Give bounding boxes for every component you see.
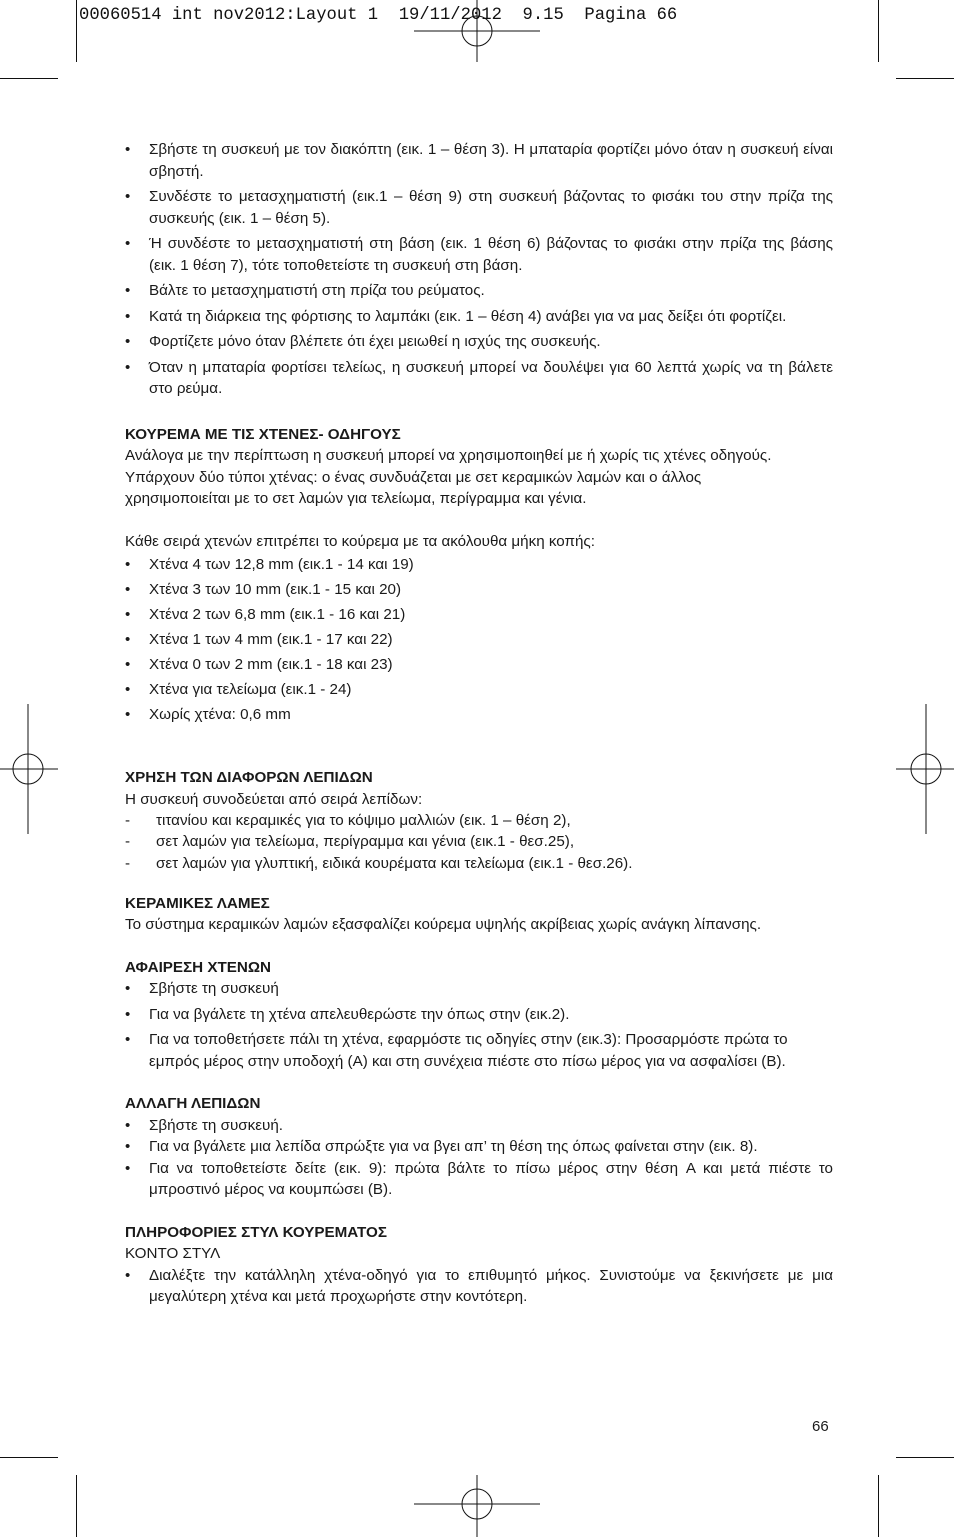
section-heading-ceramic: ΚΕΡΑΜΙΚΕΣ ΛΑΜΕΣ <box>125 894 270 912</box>
change-blades-list <box>125 1115 833 1201</box>
list-item: • Χτένα 4 των 12,8 mm (εικ.1 - 14 και 19) <box>125 552 833 577</box>
remove-combs-list <box>125 978 833 1072</box>
combs-text: Ανάλογα με την περίπτωση η συσκευή μπορεί να χρησιμοποιηθεί με ή χωρίς τις χτένες οδηγούς. Υπάρχουν δύο τύποι χτένας: ο ένας συνδυάζεται με σετ κεραμικών λαμών και ο άλλος χρησιμοποιείται με το σετ λαμών για τελείωμα, περίγραμμα και γένια. <box>125 447 772 507</box>
list-item: • Για να τοποθετήσετε πάλι τη χτένα, εφαρμόστε τις οδηγίες στην (εικ.3): Προσαρμόστε πρώτα το εμπρός μέρος στην υποδοχή (A) και στη συνέχεια πιέστε στο πίσω μέρος για να ασφαλίσει (B). <box>125 1029 833 1072</box>
list-item: • Φορτίζετε μόνο όταν βλέπετε ότι έχει μειωθεί η ισχύς της συσκευής. <box>125 331 833 353</box>
charging-instructions <box>125 139 833 400</box>
registration-mark-right <box>896 704 954 834</box>
crop-mark <box>896 78 954 79</box>
registration-mark-bottom <box>414 1475 542 1537</box>
list-item: • Σβήστε τη συσκευή. <box>125 1115 833 1137</box>
list-item: • Όταν η μπαταρία φορτίσει τελείως, η συσκευή μπορεί να δουλέψει για 60 λεπτά χωρίς να τη βάλετε στο ρεύμα. <box>125 357 833 400</box>
print-slug: 00060514 int nov2012:Layout 1 19/11/2012 9.15 Pagina 66 <box>79 6 678 25</box>
list-item: • Κατά τη διάρκεια της φόρτισης το λαμπάκι (εικ. 1 – θέση 4) ανάβει για να μας δείξει ότι φορτίζει. <box>125 306 833 328</box>
crop-mark <box>878 1475 879 1537</box>
crop-mark <box>0 78 58 79</box>
list-item: • Χτένα 2 των 6,8 mm (εικ.1 - 16 και 21) <box>125 602 833 627</box>
section-heading-style: ΠΛΗΡΟΦΟΡΙΕΣ ΣΤΥΛ ΚΟΥΡΕΜΑΤΟΣ <box>125 1223 387 1241</box>
list-item: - σετ λαμών για τελείωμα, περίγραμμα και γένια (εικ.1 - θεσ.25), <box>125 831 833 852</box>
list-item: • Σβήστε τη συσκευή <box>125 978 833 1000</box>
list-item: • Χτένα για τελείωμα (εικ.1 - 24) <box>125 677 833 702</box>
comb-list <box>125 552 833 727</box>
ceramic-text: Το σύστημα κεραμικών λαμών εξασφαλίζει κούρεμα υψηλής ακρίβειας χωρίς ανάγκη λίπανσης. <box>125 916 762 934</box>
list-item: • Χτένα 1 των 4 mm (εικ.1 - 17 και 22) <box>125 627 833 652</box>
combs-intro: Κάθε σειρά χτενών επιτρέπει το κούρεμα με τα ακόλουθα μήκη κοπής: <box>125 532 595 550</box>
crop-mark <box>76 0 77 62</box>
list-item: • Σβήστε τη συσκευή με τον διακόπτη (εικ. 1 – θέση 3). Η μπαταρία φορτίζει μόνο όταν η συσκευή είναι σβηστή. <box>125 139 833 182</box>
section-heading-blades: ΧΡΗΣΗ ΤΩΝ ΔΙΑΦΟΡΩΝ ΛΕΠΙΔΩΝ <box>125 769 373 786</box>
list-item: • Για να τοποθετείστε δείτε (εικ. 9): πρώτα βάλτε το πίσω μέρος στην θέση A και μετά πιέστε το μπροστινό μέρος να κουμπώσει (B). <box>125 1158 833 1201</box>
crop-mark <box>896 1457 954 1458</box>
list-item: • Για να βγάλετε μια λεπίδα σπρώξτε για να βγει απ’ τη θέση της όπως φαίνεται στην (εικ. 8). <box>125 1136 833 1158</box>
list-item: • Χτένα 3 των 10 mm (εικ.1 - 15 και 20) <box>125 577 833 602</box>
registration-mark-top <box>414 0 542 62</box>
list-item: • Για να βγάλετε τη χτένα απελευθερώστε την όπως στην (εικ.2). <box>125 1004 833 1026</box>
list-item: • Συνδέστε το μετασχηματιστή (εικ.1 – θέση 9) στη συσκευή βάζοντας το φισάκι του στην πρίζα της συσκευής (εικ. 1 – θέση 5). <box>125 186 833 229</box>
style-subheading: ΚΟΝΤΟ ΣΤΥΛ <box>125 1245 221 1263</box>
crop-mark <box>76 1475 77 1537</box>
style-list <box>125 1265 833 1308</box>
section-heading-change-blades: ΑΛΛΑΓΗ ΛΕΠΙΔΩΝ <box>125 1095 261 1113</box>
page-number: 66 <box>812 1418 829 1435</box>
section-heading-combs: ΚΟΥΡΕΜΑ ΜΕ ΤΙΣ ΧΤΕΝΕΣ- ΟΔΗΓΟΥΣ <box>125 425 401 443</box>
blade-list <box>125 810 833 874</box>
list-item: - τιτανίου και κεραμικές για το κόψιμο μαλλιών (εικ. 1 – θέση 2), <box>125 810 833 831</box>
list-item: • Ή συνδέστε το μετασχηματιστή στη βάση (εικ. 1 θέση 6) βάζοντας το φισάκι στην πρίζα της βάσης (εικ. 1 θέση 7), τότε τοποθετείστε τη συσκευή στη βάση. <box>125 233 833 276</box>
list-item: - σετ λαμών για γλυπτική, ειδικά κουρέματα και τελείωμα (εικ.1 - θεσ.26). <box>125 853 833 874</box>
blades-text: Η συσκευή συνοδεύεται από σειρά λεπίδων: <box>125 790 423 808</box>
page-content <box>125 139 833 1308</box>
crop-mark <box>878 0 879 62</box>
registration-mark-left <box>0 704 58 834</box>
crop-mark <box>0 1457 58 1458</box>
list-item: • Βάλτε το μετασχηματιστή στη πρίζα του ρεύματος. <box>125 280 833 302</box>
list-item: • Χτένα 0 των 2 mm (εικ.1 - 18 και 23) <box>125 652 833 677</box>
list-item: • Διαλέξτε την κατάλληλη χτένα-οδηγό για το επιθυμητό μήκος. Συνιστούμε να ξεκινήσετε με μια μεγαλύτερη χτένα και μετά προχωρήστε στην κοντότερη. <box>125 1265 833 1308</box>
list-item: • Χωρίς χτένα: 0,6 mm <box>125 702 833 727</box>
section-heading-remove-combs: ΑΦΑΙΡΕΣΗ ΧΤΕΝΩΝ <box>125 958 272 976</box>
